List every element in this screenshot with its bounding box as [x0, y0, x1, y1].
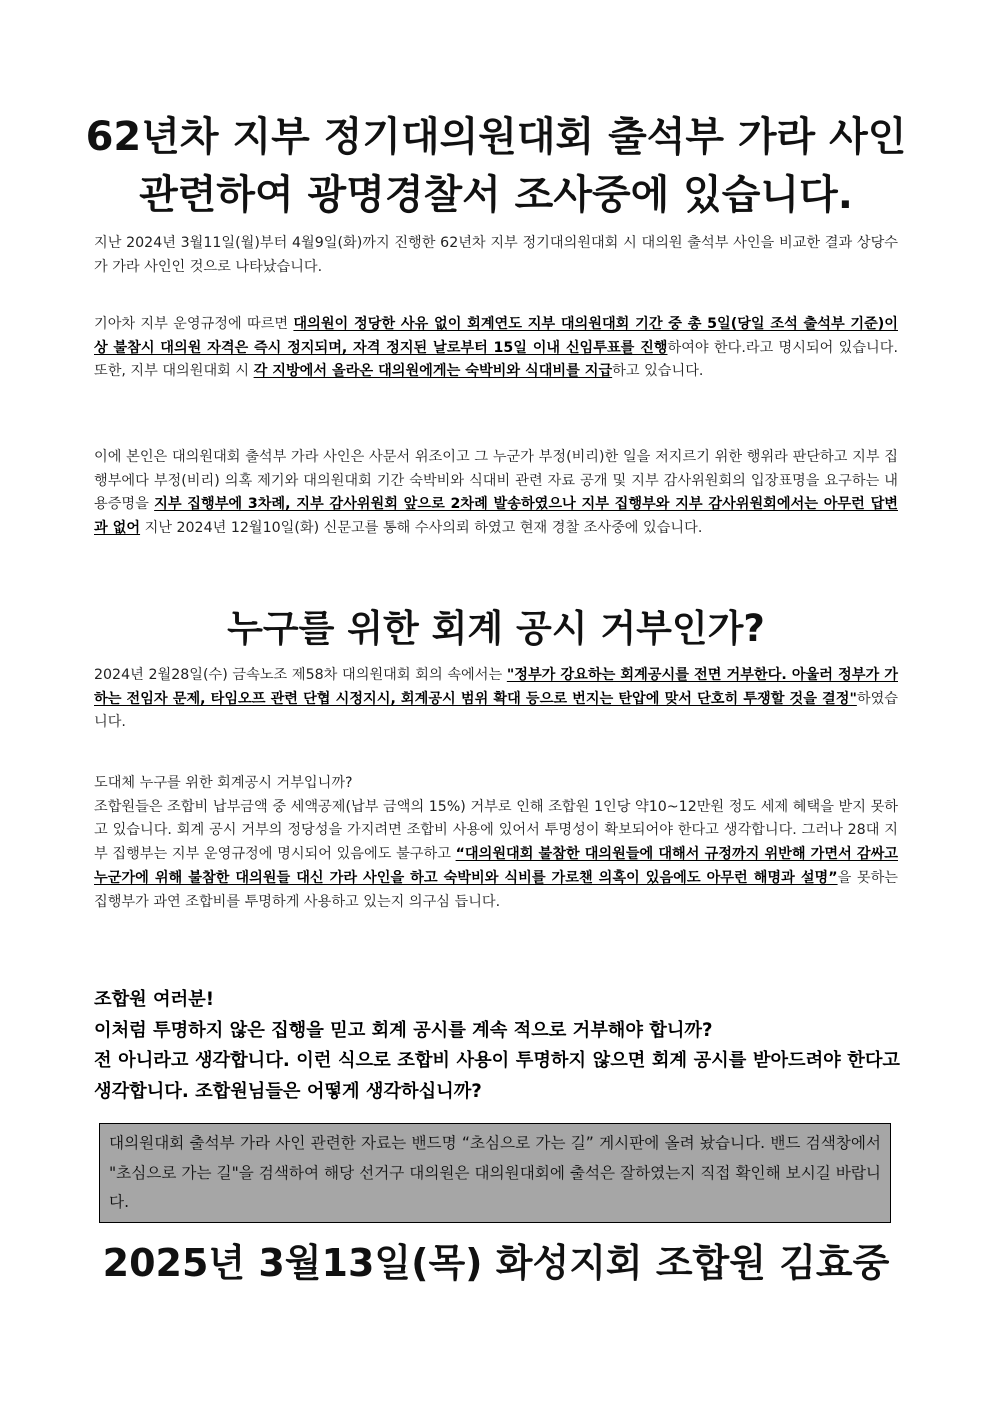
callout-line-1: 조합원 여러분! — [94, 989, 215, 1010]
transparency-text-1: 조합원들은 조합비 납부금액 중 세액공제(납부 금액의 15%) 거부로 인해 조합원 1인당 약10~12만원 정도 세제 혜택을 받지 못하고 있습니다. 회계 공시 거부의 정당성을 가지려면 조합비 사용에 있어서 투명성이 확보되어야 한다고 생각합니다. 그러나 28대 지부 집행부는 지부 운영규정에 명시되어 있음에도 불구하고 — [94, 798, 898, 863]
regulations-text-2: 하여야 한다.라고 명시되어 있습니다. 또한, 지부 대의원대회 시 — [94, 339, 898, 380]
decision-text-1: 2024년 2월28일(수) 금속노조 제58차 대의원대회 회의 속에서는 — [94, 667, 507, 683]
notice-box: 대의원대회 출석부 가라 사인 관련한 자료는 밴드명 “초심으로 가는 길” 게시판에 올려 놨습니다. 밴드 검색창에서 "초심으로 가는 길"을 검색하여 해당 선거구 대의원은 대의원대회에 출석은 잘하였는지 직접 확인해 보시길 바랍니다. — [99, 1123, 891, 1223]
title-line-1: 62년차 지부 정기대의원대회 출석부 가라 사인 — [85, 114, 907, 160]
regulations-underlined-2: 각 지방에서 올라온 대의원에게는 숙박비와 식대비를 지급 — [253, 363, 613, 380]
regulations-text-3: 하고 있습니다. — [612, 363, 704, 380]
paragraph-attendance-finding: 지난 2024년 3월11일(월)부터 4월9일(화)까지 진행한 62년차 지부 정기대의원대회 시 대의원 출석부 사인을 비교한 결과 상당수가 가라 사인인 것으로 나타났습니다. — [94, 235, 898, 275]
paragraph-transparency — [94, 772, 898, 914]
signature-line: 2025년 3월13일(목) 화성지회 조합원 김효중 — [102, 1241, 890, 1285]
investigation-text-1: 이에 본인은 대의원대회 출석부 가라 사인은 사문서 위조이고 그 누군가 부정(비리)한 일을 저지르기 위한 행위라 판단하고 지부 집행부에다 부정(비리) 의혹 제기와 대의원대회 기간 숙박비와 식대비 관련 자료 공개 및 지부 감사위원회의 입장표명을 요구하는 내용증명을 — [94, 449, 898, 513]
regulations-text-1: 기아차 지부 운영규정에 따르면 — [94, 316, 294, 332]
callout-line-2: 이처럼 투명하지 않은 집행을 믿고 회계 공시를 계속 적으로 거부해야 합니까? — [94, 1019, 713, 1041]
section-heading: 누구를 위한 회계 공시 거부인가? — [227, 607, 765, 650]
transparency-text-2: 을 못하는 집행부가 과연 조합비를 투명하게 사용하고 있는지 의구심 듭니다. — [94, 869, 898, 910]
investigation-text-2: 지난 2024년 12월10일(화) 신문고를 통해 수사의뢰 하였고 현재 경찰 조사중에 있습니다. — [140, 520, 703, 537]
paragraph-union-decision — [94, 664, 898, 735]
investigation-underlined: 지부 집행부에 3차례, 지부 감사위원회 앞으로 2차례 발송하였으나 지부 집행부와 지부 감사위원회에서는 아무런 답변과 없어 — [94, 496, 898, 537]
paragraph-investigation — [94, 446, 898, 541]
decision-underlined: "정부가 강요하는 회계공시를 전면 거부한다. 아울러 정부가 가하는 전임자 문제, 타임오프 관련 단협 시정지시, 회계공시 범위 확대 등으로 번지는 탄압에 맞서 단호히 투쟁할 것을 결정" — [94, 667, 898, 707]
title-line-2: 관련하여 광명경찰서 조사중에 있습니다. — [139, 172, 853, 218]
transparency-underlined: “대의원대회 불참한 대의원들에 대해서 규정까지 위반해 가면서 감싸고 누군가에 위해 불참한 대의원들 대신 가라 사인을 하고 숙박비와 식비를 가로챈 의혹이 있음에도 아무런 해명과 설명” — [94, 846, 898, 886]
callout-line-3: 전 아니라고 생각합니다. 이런 식으로 조합비 사용이 투명하지 않으면 회계 공시를 받아드려야 한다고 생각합니다. 조합원님들은 어떻게 생각하십니까? — [94, 1050, 900, 1102]
callout-block — [94, 985, 900, 1107]
decision-text-2: 하였습니다. — [94, 690, 898, 731]
paragraph-regulations — [94, 313, 898, 384]
transparency-question: 도대체 누구를 위한 회계공시 거부입니까? — [94, 775, 353, 791]
regulations-underlined-1: 대의원이 정당한 사유 없이 회계연도 지부 대의원대회 기간 중 총 5일(당일 조석 출석부 기준)이상 불참시 대의원 자격은 즉시 정지되며, 자격 정지된 날로부터 15일 이내 신임투표를 진행 — [94, 316, 898, 356]
